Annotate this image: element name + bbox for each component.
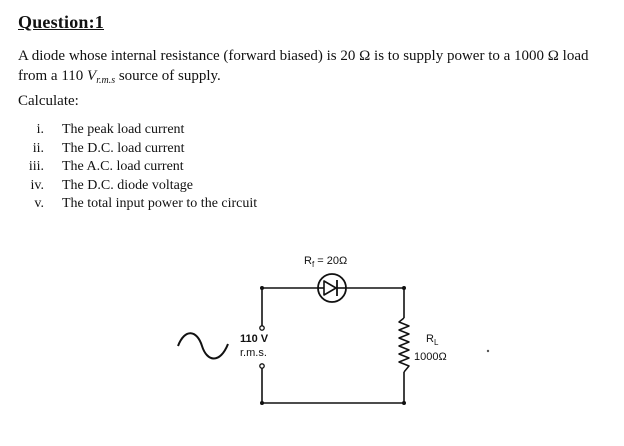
item-text: The total input power to the circuit [62, 196, 258, 211]
item-text: The A.C. load current [62, 159, 184, 174]
voltage-symbol: V [87, 68, 97, 84]
item-number: v. [34, 196, 44, 211]
question-title: Question:1 [18, 12, 105, 32]
node-top-right [402, 286, 406, 290]
item-number: ii. [32, 140, 44, 156]
node-top-left [260, 286, 264, 290]
node-bottom-left [260, 401, 264, 405]
rl-value-label: 1000Ω [414, 351, 447, 363]
item-number: i. [36, 122, 44, 137]
voltage-subscript: r.m.s [96, 75, 116, 86]
source-terminal-bottom [260, 364, 264, 368]
circuit-wires [262, 288, 404, 403]
load-resistor-icon [399, 318, 409, 372]
rl-label: $R_L$ [426, 333, 439, 347]
source-terminal-top [260, 326, 264, 330]
terminals [260, 286, 406, 405]
item-text: The peak load current [62, 122, 185, 137]
source-type-label: r.m.s. [240, 347, 267, 359]
rf-label: $R_f = 20\Omega$ [304, 255, 348, 269]
item-text: The D.C. load current [62, 140, 185, 156]
statement-line-2-end: source of supply. [115, 68, 221, 84]
item-number: iv. [30, 177, 44, 193]
calculate-label: Calculate: [18, 93, 79, 109]
ac-source-sine-icon [178, 333, 228, 358]
source-voltage-label: 110 V [240, 333, 269, 345]
statement-line-1: A diode whose internal resistance (forward biased) is 20 Ω is to supply power to a 1000 Ω load [18, 48, 589, 64]
node-bottom-right [402, 401, 406, 405]
item-number: iii. [28, 159, 44, 174]
diode-icon [318, 274, 346, 302]
item-text: The D.C. diode voltage [62, 177, 194, 193]
statement-line-2-start: from a 110 [18, 68, 88, 84]
stray-dot [487, 350, 489, 352]
